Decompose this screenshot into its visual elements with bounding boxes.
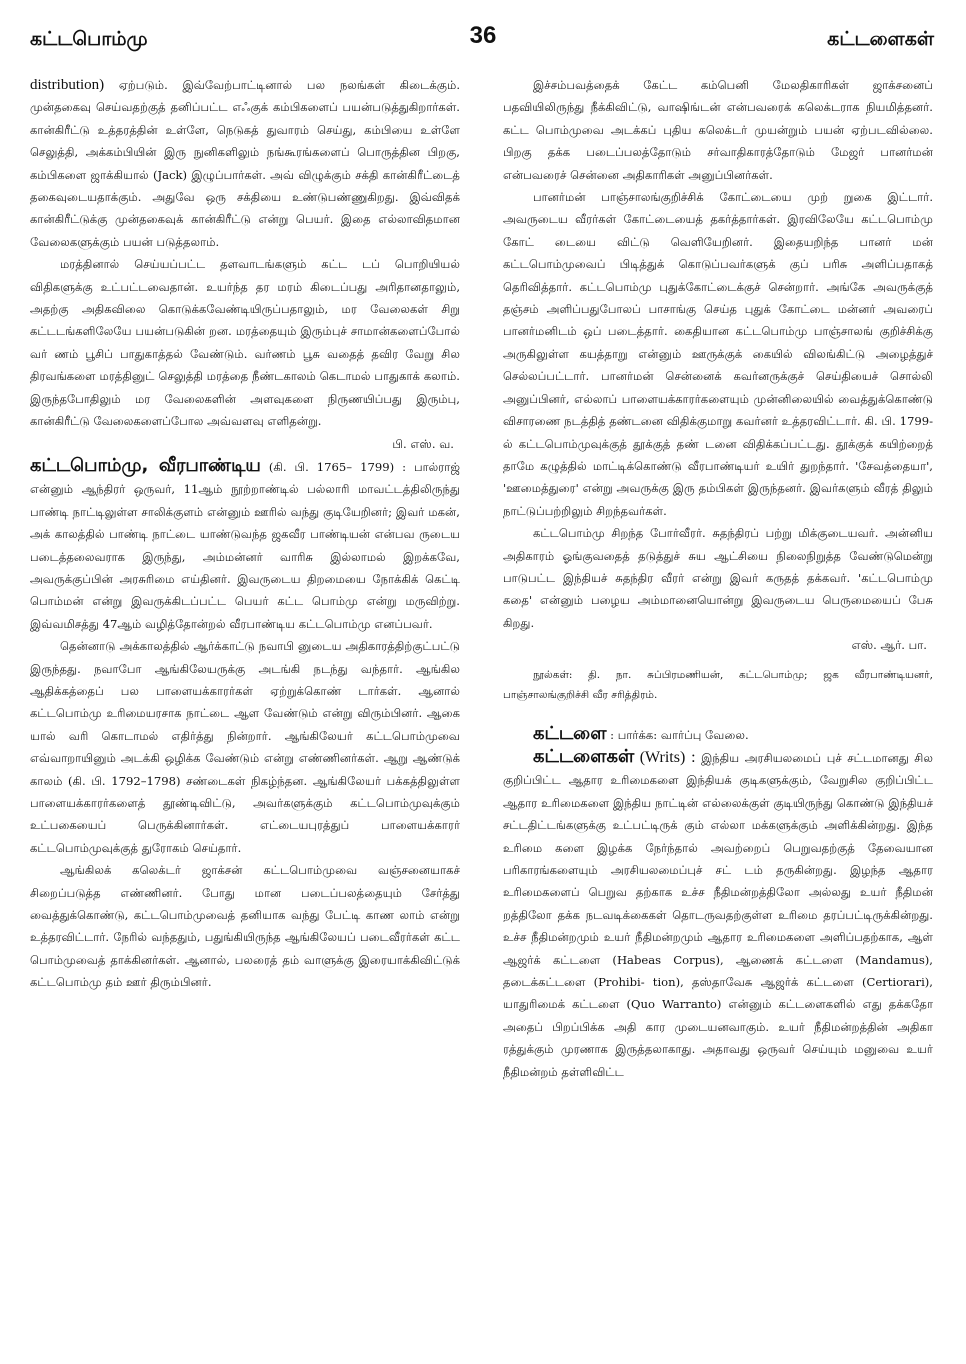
paragraph-text: 1799) : பால்ராஜ் என்னும் ஆந்திரர் ஒருவர், 11ஆம் நூற்றாண்டில் பல்லாரி மாவட்டத்திலிருந்து பாண்டி நாட்டிலுள்ள சாலிக்குளம் என்னும் ஊரில் வந்து குடியேறினர்; இவர் மகன், அக் காலத்தில் பாண்டி நாட்டை யாண்டுவந்த ஜகவீர பாண்டியன் என்பவ ருடைய படைத்தலைவராக இருந்து, அம்மன்னர் வாரிசு இல்லாமல் இறக்கவே, அவருக்குப்பின் அரசுரிமை எய்தினர். இவருடைய திறமையை நோக்கிக் கெட்டி பொம்மன் என்று இவருக்கிடப்பட்ட பெயர் கட்ட பொம்மு என்று மருவிற்று. இவ்வமிசத்து 47ஆம் வழித்தோன்றல் வீரபாண்டிய கட்டபொம்மு எனப்பவர்.: [30, 459, 461, 631]
entry-headword-english: (Writs) :: [639, 748, 696, 766]
left-column: [30, 74, 460, 994]
running-head-left: கட்டபொம்மு: [30, 28, 148, 50]
page-header: [26, 22, 940, 58]
paragraph: மரத்தினால் செய்யப்பட்ட தளவாடங்களும் கட்ட டப் பொறியியல் விதிகளுக்கு உட்பட்டவைதான். உயர்ந்த தர மரம் கிடைப்பது அரிதானதாலும், அதற்கு அதிகவிலை கொடுக்கவேண்டியிருப்பதாலும், மர வேலைகள் சிறு கட்டடங்களிலேயே பயன்படுகின் றன. மரத்தையும் இரும்புச் சாமான்களைப்போல் வர் ணம் பூசிப் பாதுகாத்தல் வேண்டும். வர்ணம் பூசு வதைத் தவிர வேறு சில திரவங்களை மரத்தினுட் செலுத்தி மரத்தை நீண்டகாலம் கெடாமல் பாதுகாக் கலாம். இருந்தபோதிலும் மர வேலைகளின் அளவுகளை நிருணயிப்பது இரும்பு, கான்கிரீட்டு வேலைகளைப்போல அவ்வளவு எளிதன்று.: [30, 257, 460, 429]
paragraph: இச்சம்பவத்தைக் கேட்ட கம்பெனி மேலதிகாரிகள் ஜாக்சனைப் பதவியிலிருந்து நீக்கிவிட்டு, வாஷிங்டன் என்பவரைக் கலெக்டராக நியமித்தனர். கட்ட பொம்முவை அடக்கப் புதிய கலெக்டர் முயன்றும் பயன் ஏற்படவில்லை. பிறகு தக்க படைப்பலத்தோடும் சர்வாதிகாரத்தோடும் மேஜர் பானர்மன் என்பவரைச் சென்னை அதிகாரிகள் அனுப்பினர்கள்.: [503, 78, 933, 182]
entry-years: (கி. பி. 1765–: [268, 459, 353, 474]
paragraph: [30, 74, 460, 253]
entry-paragraph: [503, 746, 933, 1083]
entry-headword: கட்டளைகள்: [533, 745, 635, 767]
author-signature: எஸ். ஆர். பா.: [851, 638, 927, 653]
author-signature: பி. எஸ். வ.: [392, 436, 454, 451]
paragraph: பானர்மன் பாஞ்சாலங்குறிச்சிக் கோட்டையை முற் றுகை இட்டார். அவருடைய வீரர்கள் கோட்டையைத் தகர்த்தார்கள். இரவிலேயே கட்டபொம்மு கோட் டையை விட்டு வெளியேறினர். இதையறிந்த பானர் மன் கட்டபொம்முவைப் பிடித்துக் கொடுப்பவர்களுக் குப் பரிசு அளிப்பதாகத் தெரிவித்தார். கட்டபொம்மு புதுக்கோட்டைக்குச் சென்றார். அங்கே அவருக்குத் தஞ்சம் அளிப்பதுபோலப் பாசாங்கு செய்த புதுக் கோட்டை மன்னர் அவரைப் பானர்மனிடம் ஒப் படைத்தார். கைதியான கட்டபொம்மு பாஞ்சாலங் குறிச்சிக்கு அருகிலுள்ள கயத்தாறு என்னும் ஊருக்குக் கையில் விலங்கிட்டு அழைத்துச் செல்லப்பட்டார். பானர்மன் சென்னைக் கவர்னருக்குச் செய்தியைச் சொல்லி அனுப்பினர், எல்லாப் பாளையக்காரர்களையும் முன்னிலையில் வைத்துக்கொண்டு விசாரணை நடத்தித் தண்டனை விதிக்குமாறு கவர்னர் உத்தரவிட்டார். கி. பி. 1799-ல் கட்டபொம்முவுக்குத் தூக்குத் தண் டனை விதிக்கப்பட்டது. தூக்குக் கயிற்றைத் தாமே கழுத்தில் மாட்டிக்கொண்டு வீரபாண்டியர் உயிர் துறந்தார். 'சேவத்தையா', 'ஊமைத்துரை' என்று அவருக்கு இரு தம்பிகள் இருந்தனர். இவர்களும் வீரத் திலும் நாட்டுப்பற்றிலும் சிறந்தவர்கள்.: [503, 190, 933, 518]
paragraph: கட்டபொம்மு சிறந்த போர்வீரர். சுதந்திரப் பற்று மிக்குடையவர். அன்னிய அதிகாரம் ஓங்குவதைத் தடுத்துச் சுய ஆட்சியை நிலைநிறுத்த வேண்டுமென்று பாடுபட்ட இந்தியச் சுதந்திர வீரர் என்று இவர் கருதத் தக்கவர். 'கட்டபொம்மு கதை' என்னும் பழைய அம்மானையொன்று இவருடைய பெருமையைப் பேசு கிறது.: [503, 526, 933, 630]
right-column: [503, 74, 933, 1083]
cross-reference-text: : பார்க்க: வார்ப்பு வேலை.: [610, 727, 749, 742]
cross-reference-entry: [503, 723, 933, 746]
paragraph: ஆங்கிலக் கலெக்டர் ஜாக்சன் கட்டபொம்முவை வஞ்சனையாகச் சிறைப்படுத்த எண்ணினர். போது மான படைப்பலத்தையும் சேர்த்து வைத்துக்கொண்டு, கட்டபொம்முவைத் தனியாக வந்து பேட்டி காண லாம் என்று உத்தரவிட்டார். நேரில் வந்ததும், பதுங்கியிருந்த ஆங்கிலேயப் படைவீரர்கள் கட்ட பொம்முவைத் தாக்கினர்கள். ஆனால், பலரைத் தம் வாளுக்கு இரையாக்கிவிட்டுக் கட்டபொம்மு தம் ஊர் திரும்பினர்.: [30, 863, 460, 990]
entry-headword: கட்டபொம்மு, வீரபாண்டிய: [30, 454, 261, 476]
bibliography: நூல்கள்: தி. நா. சுப்பிரமணியன், கட்டபொம்மு; ஜக வீரபாண்டியனர், பாஞ்சாலங்குறிச்சி வீர சரித்திரம்.: [503, 668, 933, 701]
entry-paragraph: [30, 455, 460, 635]
paragraph-text: இந்திய அரசியலமைப் புச் சட்டமானது சில குறிப்பிட்ட ஆதார உரிமைகளை இந்தியக் குடிகளுக்கும், வேறுசில குறிப்பிட்ட ஆதார உரிமைகளை இந்திய நாட்டின் எல்லைக்குள் குடியிருந்து கொண்டு இந்தியச் சட்டதிட்டங்களுக்கு உட்பட்டிருக் கும் எல்லா மக்களுக்கும் அளிக்கின்றது. இந்த உரிமை களை இழக்க நேர்ந்தால் அவற்றைப் பெறுவதற்குத் தேவையான பரிகாரங்களையும் அரசியலமைப்புச் சட் டம் தருகின்றது. இழந்த ஆதார உரிமைகளைப் பெறுவ தற்காக உச்ச நீதிமன்றத்திலோ அல்லது உயர் நீதிமன் றத்திலோ தக்க நடவடிக்கைகள் தொடருவதற்குள்ள உரிமை தரப்பட்டிருக்கின்றது. உச்ச நீதிமன்றமும் உயர் நீதிமன்றமும் ஆதார உரிமைகளை அளிப்பதற்காக, ஆள் ஆஜர்க் கட்டளை (Habeas Corpus), ஆணைக் கட்டளை (Mandamus), தடைக்கட்டளை (Prohibi- tion), தஸ்தாவேசு ஆஜர்க் கட்டளை (Certiorari), யாதுரிமைக் கட்டளை (Quo Warranto) என்னும் கட்டளைகளில் எது தக்கதோ அதைப் பிறப்பிக்க அதி கார முடையனவாகும். உயர் நீதிமன்றத்தின் அதிகா ரத்துக்கும் முரணாக இருத்தலாகாது. அதாவது ஒருவர் செய்யும் மனுவை உயர் நீதிமன்றம் தள்ளிவிட்ட: [503, 750, 934, 1079]
lead-word: distribution): [30, 77, 105, 93]
paragraph-text: ஏற்படும். இவ்வேற்பாட்டினால் பல நலங்கள் கிடைக்கும். முன்தகைவு செய்வதற்குத் தனிப்பட்ட எஃகுக் கம்பிகளைப் பயன்படுத்துகிறார்கள். கான்கிரீட்டு உத்தரத்தின் உள்ளே, நெடுகத் துவாரம் செய்து, கம்பியை உள்ளே செலுத்தி, அக்கம்பியின் இரு நுனிகளிலும் நங்கூரங்களைப் பொருத்தின பிறகு, கம்பிகளை ஜாக்கியால் (Jack) இழுப்பார்கள். அவ் விழுக்கும் சக்தி கான்கிரீட்டைத் தகைவுடையதாக்கும். அதுவே ஒரு சக்தியை உண்டுபண்ணுகிறது. இவ்விதக் கான்கிரீட்டுக்கு முன்தகைவுக் கான்கிரீட்டு என்று பெயர். இதை எல்லாவிதமான வேலைகளுக்கும் பயன் படுத்தலாம்.: [30, 78, 461, 249]
entry-headword: கட்டளை: [533, 722, 607, 744]
running-head-right: கட்டளைகள்: [827, 28, 934, 50]
paragraph: தென்னாடு அக்காலத்தில் ஆர்க்காட்டு நவாபி னுடைய அதிகாரத்திற்குட்பட்டு இருந்தது. நவாபோ ஆங்கிலேயருக்கு அடங்கி நடந்து வந்தார். ஆங்கில ஆதிக்கத்தைப் பல பாளையக்காரர்கள் ஏற்றுக்கொண் டார்கள். ஆனால் கட்டபொம்மு உரிமையரசாக நாட்டை ஆள வேண்டும் என்று விரும்பினர். ஆகை யால் வரி கொடாமல் எதிர்த்து நின்றார். ஆங்கிலேயர் கட்டபொம்முவை எவ்வாறாயினும் அடக்கி ஒழிக்க வேண்டும் என்று எண்ணினர்கள். ஆறு ஆண்டுக் காலம் (கி. பி. 1792–1798) சண்டைகள் நிகழ்ந்தன. ஆங்கிலேயர் பக்கத்திலுள்ள பாளையக்காரர்களைத் தூண்டிவிட்டு, அவர்களுக்கும் கட்டபொம்முவுக்கும் உட்பகையைப் பெருக்கினார்கள். எட்டையபுரத்துப் பாளையக்காரர் கட்டபொம்முவுக்குத் துரோகம் செய்தார்.: [30, 639, 460, 855]
page-number: 36: [469, 22, 497, 49]
